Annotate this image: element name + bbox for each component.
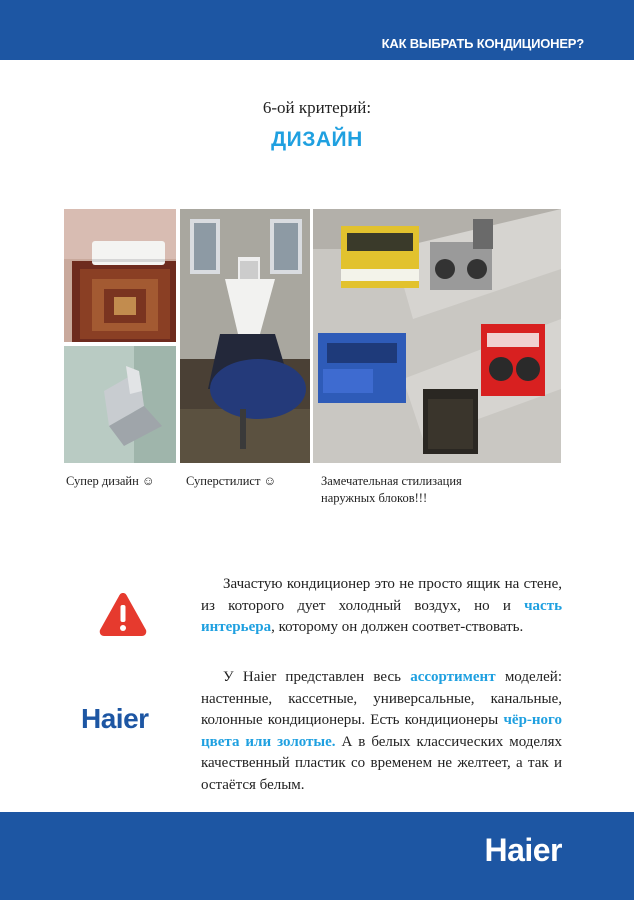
footer-haier-logo: Haier xyxy=(484,832,562,868)
photo-superstylist xyxy=(180,209,310,463)
paragraph-assortment-part2: моделей: настенные, кассетные, универсальные, канальные, колонные кондиционеры. Есть кондиционеры xyxy=(201,669,563,728)
footer-bar xyxy=(0,812,634,900)
section-heading: ДИЗАЙН xyxy=(271,128,363,151)
caption-superstylist: Суперстилист ☺ xyxy=(186,474,277,488)
page-header-title: КАК ВЫБРАТЬ КОНДИЦИОНЕР? xyxy=(381,36,584,51)
paragraph-interior xyxy=(201,574,562,639)
paragraph-interior-part1: Зачастую кондиционер это не просто ящик на стене, из которого дует холодный воздух, но и xyxy=(201,576,562,614)
caption-stylization-line1: Замечательная стилизация xyxy=(321,474,462,488)
warning-icon xyxy=(98,590,148,638)
paragraph-assortment-part3: А в белых классических моделях качественный пластик со временем не желтеет, а так и остаётся белым. xyxy=(201,733,562,793)
photo-duct-wall xyxy=(64,346,176,463)
paragraph-interior-part2: , которому он должен соответ-ствовать. xyxy=(271,619,524,635)
highlight-colors: чёр-ного цвета или золотые. xyxy=(201,712,562,750)
header-bar xyxy=(0,0,634,60)
photo-ac-over-carpet xyxy=(64,209,176,342)
caption-stylization-line2: наружных блоков!!! xyxy=(321,491,428,505)
highlight-interior-part: часть интерьера xyxy=(201,597,562,635)
caption-stylization xyxy=(321,473,462,507)
paragraph-assortment-part1: У Haier представлен весь xyxy=(223,669,411,685)
haier-logo: Haier xyxy=(81,703,149,734)
caption-super-design: Супер дизайн ☺ xyxy=(66,474,155,488)
criterion-label: 6-ой критерий: xyxy=(262,98,372,117)
photo-retro-radio-units xyxy=(313,209,561,463)
paragraph-assortment xyxy=(201,667,562,796)
highlight-assortment: ассортимент xyxy=(410,669,496,685)
